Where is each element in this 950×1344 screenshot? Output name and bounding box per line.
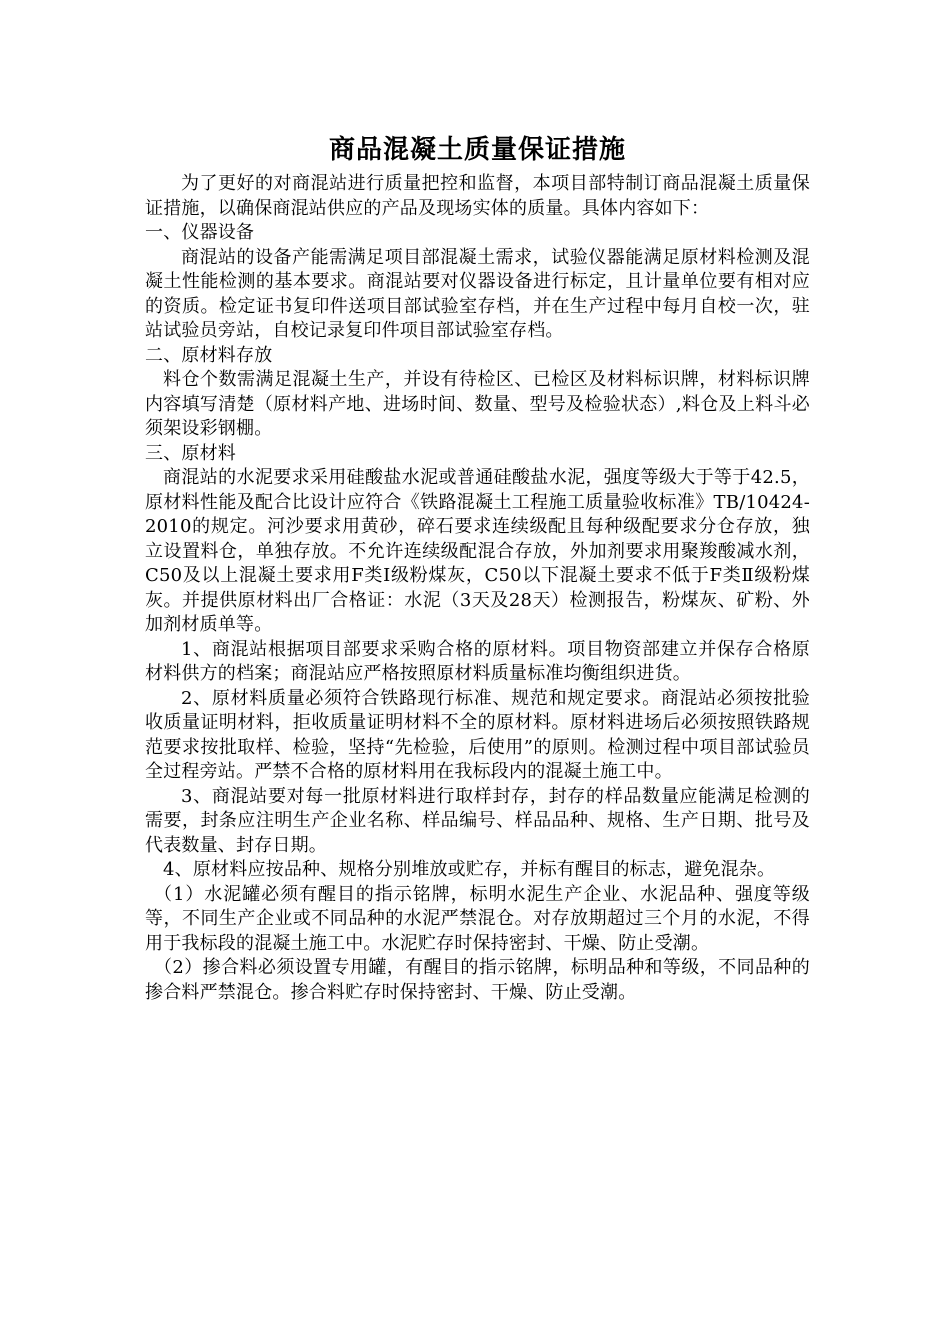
materials-item-2: 2、原材料质量必须符合铁路现行标准、规范和规定要求。商混站必须按批验收质量证明材料，拒收质量证明材料不全的原材料。原材料进场后必须按照铁路规范要求按批取样、检验，坚持“先检验，后使用”的原则。检测过程中项目部试验员全过程旁站。严禁不合格的原材料用在我标段内的混凝土施工中。: [145, 687, 810, 782]
materials-subitem-1: （1）水泥罐必须有醒目的指示铭牌，标明水泥生产企业、水泥品种、强度等级等，不同生产企业或不同品种的水泥严禁混仓。对存放期超过三个月的水泥，不得用于我标段的混凝土施工中。水泥贮存时保持密封、干燥、防止受潮。: [145, 883, 810, 954]
document-page: [145, 130, 810, 1005]
section-body-storage: 料仓个数需满足混凝土生产，并设有待检区、已检区及材料标识牌，材料标识牌内容填写清楚（原材料产地、进场时间、数量、型号及检验状态）,料仓及上料斗必须架设彩钢棚。: [145, 369, 810, 439]
materials-item-4: 4、原材料应按品种、规格分别堆放或贮存，并标有醒目的标志，避免混杂。: [163, 859, 776, 880]
intro-paragraph: 为了更好的对商混站进行质量把控和监督，本项目部特制订商品混凝土质量保证措施，以确保商混站供应的产品及现场实体的质量。具体内容如下：: [145, 173, 810, 219]
materials-item-1: 1、商混站根据项目部要求采购合格的原材料。项目物资部建立并保存合格原材料供方的档案；商混站应严格按照原材料质量标准均衡组织进货。: [145, 638, 810, 684]
section-body-materials: 商混站的水泥要求采用硅酸盐水泥或普通硅酸盐水泥，强度等级大于等于42.5，原材料性能及配合比设计应符合《铁路混凝土工程施工质量验收标准》TB/10424-2010的规定。河沙要求用黄砂，碎石要求连续级配且每种级配要求分仓存放，独立设置料仓，单独存放。不允许连续级配混合存放，外加剂要求用聚羧酸减水剂，C50及以上混凝土要求用F类Ⅰ级粉煤灰，C50以下混凝土要求不低于F类Ⅱ级粉煤灰。并提供原材料出厂合格证：水泥（3天及28天）检测报告，粉煤灰、矿粉、外加剂材质单等。: [145, 467, 810, 635]
materials-item-3: 3、商混站要对每一批原材料进行取样封存，封存的样品数量应能满足检测的需要，封条应注明生产企业名称、样品编号、样品品种、规格、生产日期、批号及代表数量、封存日期。: [145, 785, 810, 856]
section-heading-equipment: 一、仪器设备: [145, 222, 255, 243]
section-heading-materials: 三、原材料: [145, 442, 236, 464]
section-body-equipment: 商混站的设备产能需满足项目部混凝土需求，试验仪器能满足原材料检测及混凝土性能检测的基本要求。商混站要对仪器设备进行标定，且计量单位要有相对应的资质。检定证书复印件送项目部试验室存档，并在生产过程中每月自校一次，驻站试验员旁站，自校记录复印件项目部试验室存档。: [145, 246, 810, 341]
document-title: 商品混凝土质量保证措施: [328, 135, 626, 165]
section-heading-storage: 二、原材料存放: [145, 344, 273, 366]
materials-subitem-2: （2）掺合料必须设置专用罐，有醒目的指示铭牌，标明品种和等级，不同品种的掺合料严禁混仓。掺合料贮存时保持密封、干燥、防止受潮。: [145, 957, 810, 1003]
